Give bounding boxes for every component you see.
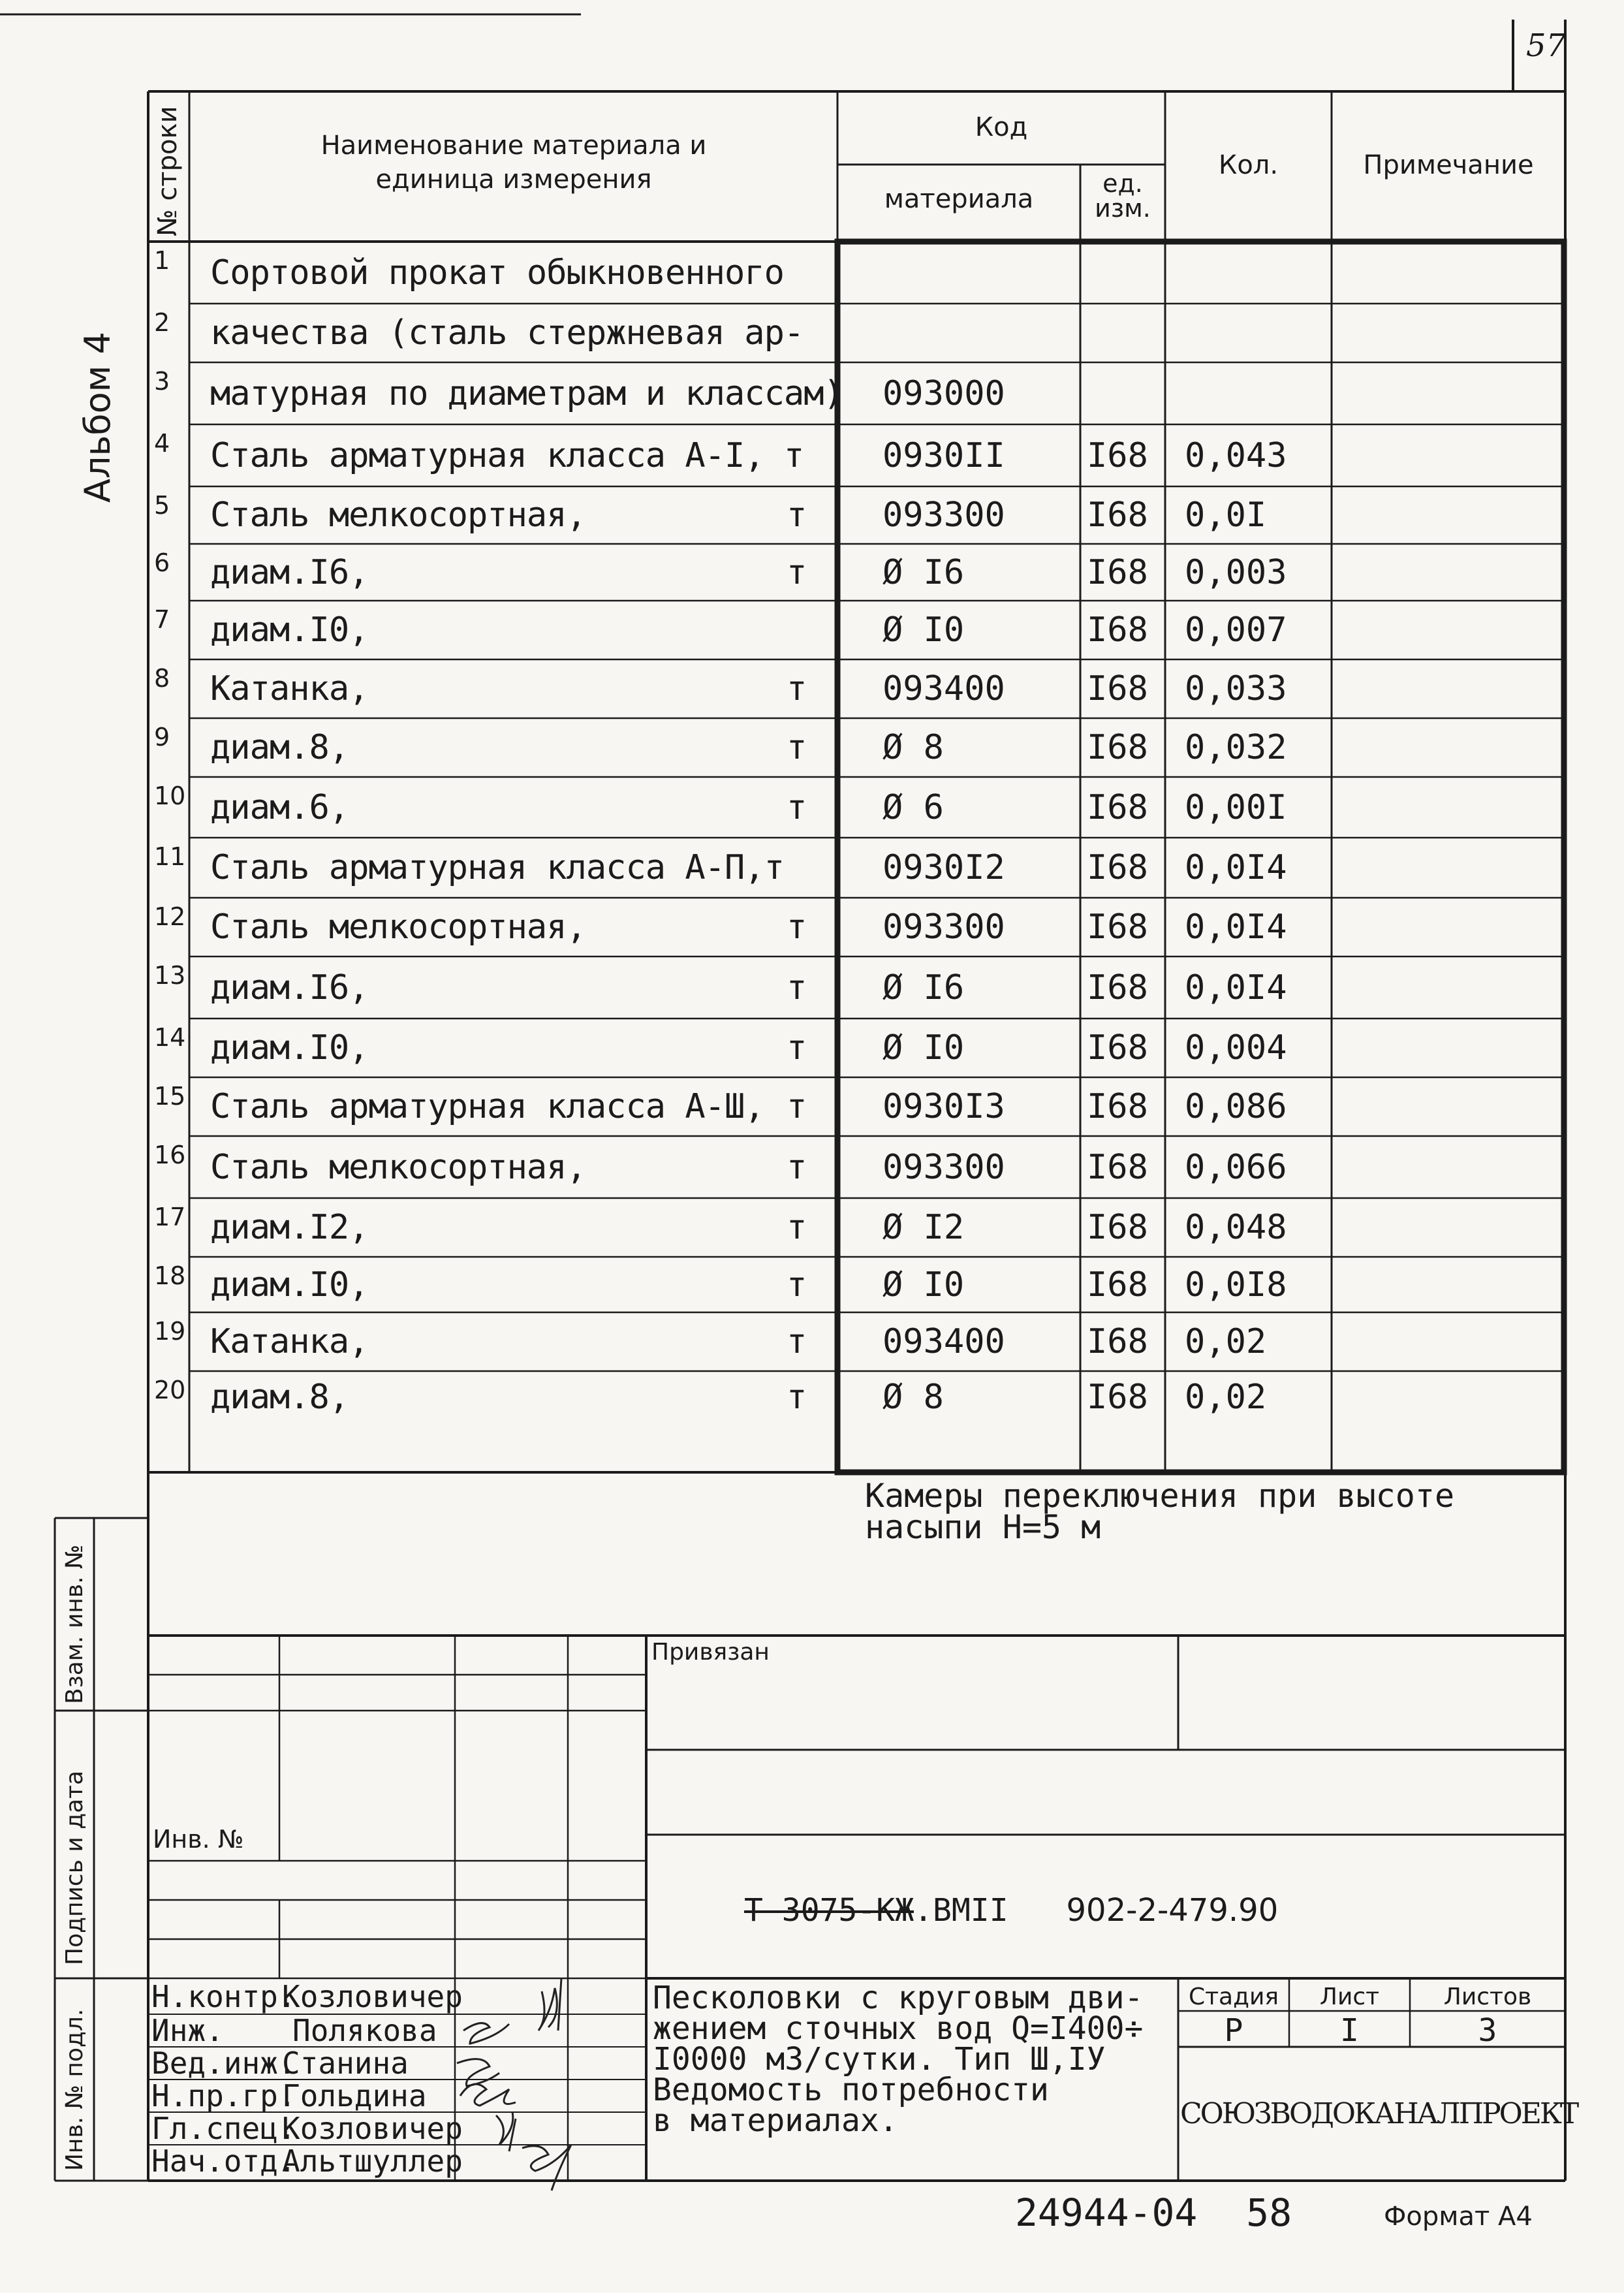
inv-no-label: Инв. № — [153, 1825, 244, 1854]
signoff-name: Станина — [282, 2046, 409, 2081]
material-unit: т — [787, 908, 807, 947]
document-series: 902-2-479.90 — [1066, 1892, 1279, 1929]
row-number: 18 — [154, 1261, 186, 1290]
material-code: Ø I6 — [882, 968, 965, 1007]
quantity: 0,033 — [1185, 669, 1287, 708]
material-code: 093400 — [882, 669, 1005, 708]
material-unit: т — [787, 968, 807, 1007]
material-name: диам.I0, — [210, 1028, 369, 1067]
sheets-value: 3 — [1478, 2012, 1497, 2049]
material-code: Ø 8 — [882, 1378, 944, 1417]
row-number: 2 — [154, 308, 170, 337]
row-number: 3 — [154, 367, 170, 396]
material-code: 093000 — [882, 374, 1005, 413]
document-code-main: КЖ.ВМII — [876, 1892, 1008, 1929]
table-caption — [865, 1477, 1455, 1546]
material-unit: т — [787, 1087, 807, 1126]
signoff-role: Гл.спец. — [151, 2111, 296, 2146]
signoff-name: Козловичер — [282, 1979, 463, 2014]
row-number: 5 — [154, 491, 170, 520]
material-code: 0930I2 — [882, 848, 1005, 887]
document-code-old: Т 3075- — [744, 1892, 877, 1929]
material-name: диам.8, — [210, 728, 349, 767]
material-name: матурная по диаметрам и классам) — [210, 374, 843, 413]
material-name: диам.I0, — [210, 1265, 369, 1305]
stamp-title-line1: Песколовки с круговым дви- — [653, 1980, 1144, 2016]
header-code: Код — [975, 112, 1028, 142]
material-name: Сталь арматурная класса А-Ш, — [210, 1087, 764, 1126]
header-material: материала — [884, 184, 1034, 214]
material-name: качества (сталь стержневая ар- — [210, 313, 804, 353]
stamp-title-line4: Ведомость потребности — [653, 2072, 1049, 2109]
quantity: 0,02 — [1185, 1322, 1267, 1361]
quantity: 0,00I — [1185, 788, 1287, 827]
row-number: 10 — [154, 782, 186, 810]
row-number: 17 — [154, 1203, 186, 1231]
signoff-role: Н.пр.гр. — [151, 2078, 296, 2113]
material-code: Ø 6 — [882, 788, 944, 827]
material-code: 093400 — [882, 1322, 1005, 1361]
quantity: 0,048 — [1185, 1208, 1287, 1247]
material-code: Ø I0 — [882, 1265, 965, 1305]
row-number: 20 — [154, 1376, 186, 1404]
material-code: 093300 — [882, 908, 1005, 947]
caption-line2: насыпи Н=5 м — [865, 1508, 1101, 1546]
signoff-name: Полякова — [292, 2013, 437, 2048]
unit-code: I68 — [1087, 553, 1148, 592]
footer-archive-number: 24944-04 — [1015, 2190, 1198, 2235]
quantity: 0,007 — [1185, 610, 1287, 650]
caption-line1: Камеры переключения при высоте — [865, 1477, 1455, 1515]
material-code: Ø I2 — [882, 1208, 965, 1247]
header-note: Примечание — [1363, 150, 1534, 180]
header-unit-line1: ед. — [1102, 169, 1143, 198]
material-name: Сортовой прокат обыкновенного — [210, 253, 784, 293]
unit-code: I68 — [1087, 1265, 1148, 1305]
header-qty: Кол. — [1218, 150, 1279, 180]
material-name: диам.I6, — [210, 968, 369, 1007]
sheet-value: I — [1340, 2012, 1359, 2049]
material-unit: т — [787, 728, 807, 767]
stage-value: Р — [1224, 2012, 1243, 2049]
header-name-line1: Наименование материала и — [320, 131, 707, 161]
quantity: 0,0I4 — [1185, 908, 1287, 947]
unit-code: I68 — [1087, 1378, 1148, 1417]
material-name: диам.I0, — [210, 610, 369, 650]
page-number: 57 — [1526, 27, 1567, 64]
quantity: 0,0I8 — [1185, 1265, 1287, 1305]
material-unit: т — [787, 1028, 807, 1067]
stamp-title-line3: I0000 м3/сутки. Тип Ш,IУ — [653, 2041, 1106, 2078]
signature-marks — [457, 1978, 571, 2190]
unit-code: I68 — [1087, 496, 1148, 535]
row-number: 1 — [154, 246, 170, 275]
quantity: 0,032 — [1185, 728, 1287, 767]
row-number: 15 — [154, 1082, 186, 1111]
quantity: 0,086 — [1185, 1087, 1287, 1126]
material-name: Катанка, — [210, 669, 369, 708]
header-unit-line2: изм. — [1095, 194, 1151, 223]
material-name: диам.I6, — [210, 553, 369, 592]
material-name: диам.I2, — [210, 1208, 369, 1247]
stage-label: Стадия — [1188, 1984, 1279, 2010]
sheets-label: Листов — [1443, 1984, 1532, 2010]
material-code: Ø 8 — [882, 728, 944, 767]
sheet-label: Лист — [1319, 1984, 1380, 2010]
quantity: 0,003 — [1185, 553, 1287, 592]
organization-name: СОЮЗВОДОКАНАЛПРОЕКТ — [1180, 2097, 1578, 2130]
quantity: 0,02 — [1185, 1378, 1267, 1417]
material-code: 093300 — [882, 496, 1005, 535]
row-number: 19 — [154, 1317, 186, 1346]
signoff-role: Нач.отд. — [151, 2143, 296, 2179]
header-row-number: № строки — [153, 106, 183, 236]
signoff-name: Гольдина — [282, 2078, 427, 2113]
material-unit: т — [787, 1378, 807, 1417]
signoff-name: Козловичер — [282, 2111, 463, 2146]
side-inv-label: Инв. № подл. — [61, 2008, 88, 2171]
unit-code: I68 — [1087, 908, 1148, 947]
unit-code: I68 — [1087, 1148, 1148, 1187]
quantity: 0,0I4 — [1185, 968, 1287, 1007]
material-code: Ø I0 — [882, 1028, 965, 1067]
row-number: 8 — [154, 664, 170, 693]
material-name: Сталь арматурная класса А-I, т — [210, 436, 804, 475]
row-number: 6 — [154, 548, 170, 577]
material-unit: т — [787, 1148, 807, 1187]
material-code: Ø I6 — [882, 553, 965, 592]
unit-code: I68 — [1087, 1208, 1148, 1247]
album-label: Альбом 4 — [77, 332, 118, 503]
material-code: 093300 — [882, 1148, 1005, 1187]
footer-page: 58 — [1246, 2190, 1292, 2235]
material-name: Сталь мелкосортная, — [210, 908, 586, 947]
footer-number — [1015, 2190, 1292, 2235]
stamp-title — [653, 1980, 1144, 2140]
unit-code: I68 — [1087, 788, 1148, 827]
unit-code: I68 — [1087, 728, 1148, 767]
format-label: Формат А4 — [1384, 2202, 1533, 2232]
unit-code: I68 — [1087, 610, 1148, 650]
material-unit: т — [787, 1322, 807, 1361]
material-name: Катанка, — [210, 1322, 369, 1361]
signoff-role: Инж. — [151, 2013, 224, 2048]
header-name-line2: единица измерения — [375, 165, 652, 195]
row-number: 7 — [154, 605, 170, 634]
unit-code: I68 — [1087, 1087, 1148, 1126]
signoff-role: Н.контр. — [151, 1979, 296, 2014]
material-name: диам.6, — [210, 788, 349, 827]
material-unit: т — [787, 669, 807, 708]
unit-code: I68 — [1087, 968, 1148, 1007]
material-name: Сталь мелкосортная, — [210, 496, 586, 535]
material-code: 0930II — [882, 436, 1005, 475]
row-number: 4 — [154, 429, 170, 458]
quantity: 0,043 — [1185, 436, 1287, 475]
row-number: 9 — [154, 723, 170, 751]
row-number: 14 — [154, 1023, 186, 1052]
signoff-role: Вед.инж. — [151, 2046, 296, 2081]
signoff-name: Альтшуллер — [282, 2143, 463, 2179]
material-unit: т — [787, 788, 807, 827]
material-name: Сталь мелкосортная, — [210, 1148, 586, 1187]
material-unit: т — [787, 496, 807, 535]
row-number: 11 — [154, 842, 186, 871]
row-number: 16 — [154, 1141, 186, 1169]
material-unit: т — [787, 1265, 807, 1305]
unit-code: I68 — [1087, 436, 1148, 475]
row-number: 13 — [154, 961, 186, 990]
unit-code: I68 — [1087, 669, 1148, 708]
quantity: 0,0I4 — [1185, 848, 1287, 887]
unit-code: I68 — [1087, 1322, 1148, 1361]
row-number: 12 — [154, 902, 186, 931]
stamp-title-line2: жением сточных вод Q=I400÷ — [653, 2010, 1144, 2048]
material-name: диам.8, — [210, 1378, 349, 1417]
material-name: Сталь арматурная класса А-П,т — [210, 848, 784, 887]
material-unit: т — [787, 1208, 807, 1247]
header-name — [191, 131, 837, 195]
material-unit: т — [787, 553, 807, 592]
quantity: 0,066 — [1185, 1148, 1287, 1187]
quantity: 0,004 — [1185, 1028, 1287, 1067]
material-code: 0930I3 — [882, 1087, 1005, 1126]
unit-code: I68 — [1087, 1028, 1148, 1067]
side-vzam-label: Взам. инв. № — [61, 1544, 88, 1704]
material-code: Ø I0 — [882, 610, 965, 650]
stamp-title-line5: в материалах. — [653, 2102, 898, 2140]
side-signature-label: Подпись и дата — [61, 1770, 88, 1965]
privyazan-label: Привязан — [651, 1639, 770, 1666]
document-code — [744, 1892, 1278, 1929]
header-unit — [1080, 171, 1165, 221]
quantity: 0,0I — [1185, 496, 1267, 535]
unit-code: I68 — [1087, 848, 1148, 887]
